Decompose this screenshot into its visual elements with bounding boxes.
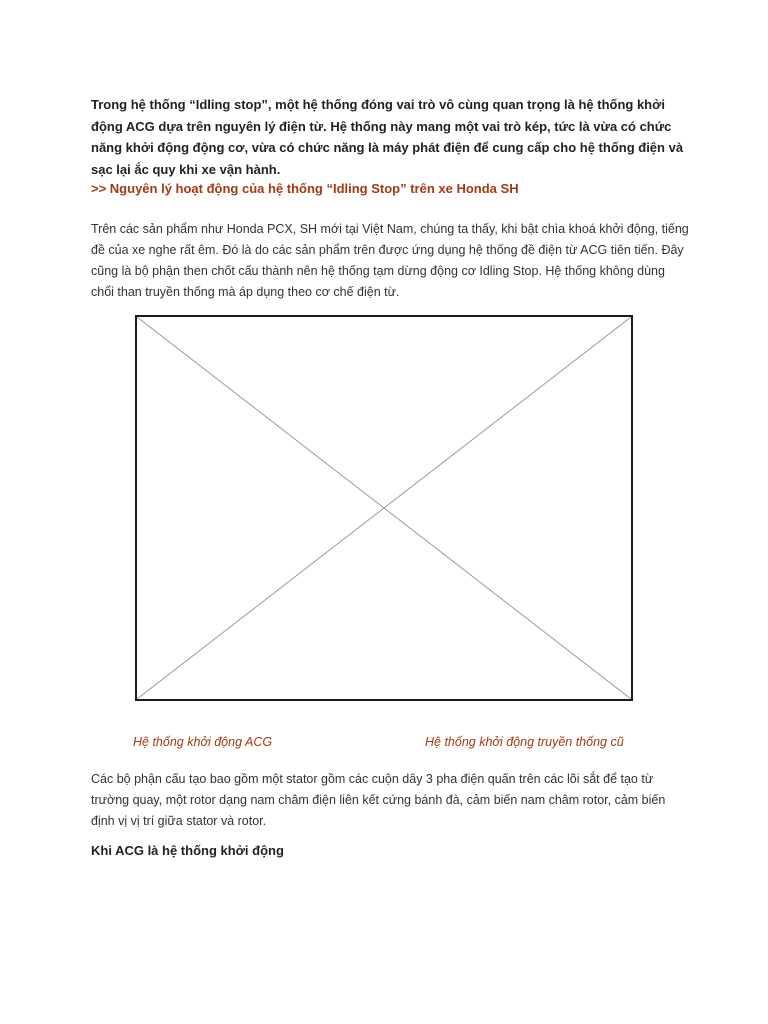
broken-image-icon — [137, 317, 631, 699]
caption-acg-starter: Hệ thống khởi động ACG — [133, 735, 273, 749]
body-paragraph-2: Các bộ phận cấu tạo bao gồm một stator gồm các cuộn dây 3 pha điện quấn trên các lõi sắt để tạo từ trường quay, một rotor dạng nam châm điện liên kết cứng bánh đà, cảm biến nam châm rotor, cảm biến định vị vị trí giữa stator và rotor. — [91, 772, 666, 828]
body-paragraph-1: Trên các sản phẩm như Honda PCX, SH mới tại Việt Nam, chúng ta thấy, khi bật chìa khoá khởi động, tiếng đề của xe nghe rất êm. Đó là do các sản phẩm trên được ứng dụng hệ thống đề điện từ ACG tiên tiến. Đây cũng là bộ phận then chốt cấu thành nên hệ thống tạm dừng động cơ Idling Stop. Hệ thống không dùng chổi than truyền thống mà áp dụng theo cơ chế điện từ. — [91, 222, 689, 299]
section-subheading: Khi ACG là hệ thống khởi động — [91, 843, 284, 858]
intro-paragraph: Trong hệ thống “Idling stop”, một hệ thống đóng vai trò vô cùng quan trọng là hệ thống khởi động ACG dựa trên nguyên lý điện từ. Hệ thống này mang một vai trò kép, tức là vừa có chức năng khởi động động cơ, vừa có chức năng là máy phát điện để cung cấp cho hệ thống điện và sạc lại ắc quy khi xe vận hành. — [91, 97, 684, 177]
image-placeholder — [135, 315, 633, 701]
caption-traditional-starter: Hệ thống khởi động truyền thống cũ — [425, 735, 624, 749]
related-article-link[interactable]: >> Nguyên lý hoạt động của hệ thống “Idling Stop” trên xe Honda SH — [91, 181, 519, 196]
